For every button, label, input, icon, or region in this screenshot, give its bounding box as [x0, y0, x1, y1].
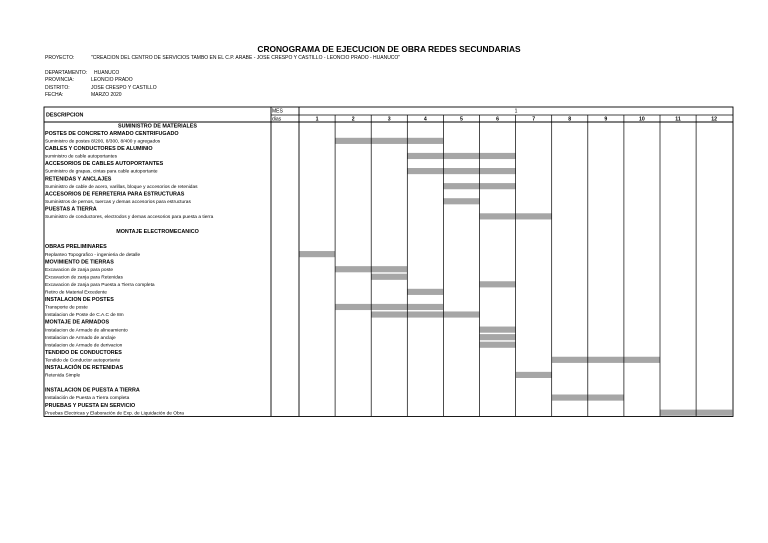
gantt-bar: [480, 281, 516, 287]
month-label: MES: [272, 108, 283, 115]
group-heading: MOVIMIENTO DE TIERRAS: [45, 259, 114, 266]
section-heading: SUMINISTRO DE MATERIALES: [118, 123, 197, 130]
info-value-district: JOSE CRESPO Y CASTILLO: [91, 85, 157, 91]
group-heading: INSTALACIÓN DE RETENIDAS: [45, 365, 124, 371]
gantt-bar: [371, 274, 407, 280]
gantt-bar: [335, 138, 443, 144]
activity-label: Instalacion de Armado de anclaje: [45, 335, 116, 341]
day-label: dias: [272, 116, 282, 123]
day-column-header: 2: [351, 116, 355, 123]
info-value-department: HUANUCO: [94, 70, 120, 76]
gantt-bar: [552, 357, 660, 363]
day-column-header: 3: [387, 116, 391, 123]
day-column-header: 7: [532, 116, 536, 123]
activity-label: Suministro de cable de acero, varillas, bloque y accesorios de retenidas: [45, 184, 198, 190]
day-column-header: 10: [639, 116, 645, 123]
gantt-bar: [480, 327, 516, 333]
group-heading: INSTALACION DE PUESTA A TIERRA: [45, 387, 140, 394]
activity-label: Excavacion de zanja para Puesta a Tierra completa: [45, 282, 155, 288]
group-heading: INSTALACION DE POSTES: [45, 297, 114, 304]
activity-label: Tendido de Conductor autoportante: [45, 358, 121, 364]
group-heading: OBRAS PRELIMINARES: [45, 244, 107, 251]
activity-label: Instalacion de Armado de derivacion: [45, 343, 123, 349]
group-heading: CABLES Y CONDUCTORES DE ALUMINIO: [45, 146, 153, 153]
day-column-header: 8: [568, 116, 572, 123]
activity-label: Instalacion de Poste de C.A.C de 8m: [45, 313, 124, 319]
description-header: DESCRIPCION: [46, 112, 84, 119]
activity-label: Excavacion de zanja para poste: [45, 267, 113, 273]
group-heading: RETENIDAS Y ANCLAJES: [45, 176, 112, 183]
activity-label: Retenida Simple: [45, 373, 81, 379]
info-value-date: MARZO 2020: [91, 92, 122, 98]
day-column-header: 4: [423, 116, 427, 123]
activity-label: Excavacion de zanja para Retenidas: [45, 275, 123, 281]
activity-label: Suministro de grapas, cintas para cable autoportante: [45, 169, 158, 175]
info-label-project: PROYECTO:: [45, 55, 75, 61]
day-column-header: 1: [315, 116, 319, 123]
activity-label: Suministro de postes 8/200, 8/300, 8/400 y agregados: [45, 139, 161, 145]
gantt-bar: [480, 342, 516, 348]
group-heading: PRUEBAS Y PUESTA EN SERVICIO: [45, 402, 136, 409]
activity-label: suministro de cable autoportantes: [45, 154, 117, 160]
day-column-header: 11: [675, 116, 681, 123]
activity-label: Suministro de conductores, electrodos y demas accesorios para puesta a tierra: [45, 215, 214, 220]
activity-label: Transporte de poste: [45, 305, 88, 311]
gantt-bar: [516, 372, 552, 378]
info-label-date: FECHA:: [45, 92, 64, 98]
activity-label: Instalación de Puesta a Tierra completa: [45, 396, 130, 402]
day-column-header: 9: [604, 116, 608, 123]
table-border: [44, 107, 733, 416]
activity-label: Instalacion de Armado de alineamiento: [45, 328, 128, 334]
page-title: CRONOGRAMA DE EJECUCION DE OBRA REDES SECUNDARIAS: [257, 44, 521, 54]
activity-label: Replanteo Topografico - ingenieria de detalle: [45, 252, 141, 258]
group-heading: ACCESORIOS DE FERRETERIA PARA ESTRUCTURAS: [45, 191, 185, 198]
activity-label: Pruebas Electricas y Elaboración de Exp. de Liquidación de Obra: [45, 411, 184, 417]
info-label-department: DEPARTAMENTO:: [45, 70, 88, 76]
gantt-bar: [299, 251, 335, 257]
day-column-header: 12: [711, 116, 718, 123]
group-heading: ACCESORIOS DE CABLES AUTOPORTANTES: [45, 161, 164, 168]
info-label-district: DISTRITO:: [45, 85, 70, 91]
gantt-bar: [443, 198, 479, 204]
gantt-bar: [407, 153, 515, 159]
month-number: 1: [514, 108, 518, 115]
group-heading: TENDIDO DE CONDUCTORES: [45, 349, 122, 356]
info-value-project: "CREACION DEL CENTRO DE SERVICIOS TAMBO EN EL C.P. ARABE - JOSE CRESPO Y CASTILLO - LEONCIO PRADO - HUANUCO": [91, 55, 401, 61]
day-column-header: 5: [460, 116, 463, 123]
group-heading: POSTES DE CONCRETO ARMADO CENTRIFUGADO: [45, 130, 179, 137]
day-column-header: 6: [496, 116, 499, 123]
gantt-bar: [407, 168, 515, 174]
group-heading: PUESTAS A TIERRA: [45, 206, 97, 213]
info-label-province: PROVINCIA:: [45, 77, 74, 83]
activity-label: Retiro de Material Excedente: [45, 290, 107, 296]
gantt-bar: [480, 334, 516, 340]
activity-label: Suministros de pernos, tuercas y demas accesorios para estructuras: [45, 199, 191, 205]
info-value-province: LEONCIO PRADO: [91, 77, 133, 83]
group-heading: MONTAJE DE ARMADOS: [45, 319, 110, 326]
gantt-bar: [371, 311, 479, 317]
gantt-bar: [407, 289, 443, 295]
section-heading: MONTAJE ELECTROMECANICO: [116, 229, 199, 236]
gantt-bar: [335, 304, 443, 310]
